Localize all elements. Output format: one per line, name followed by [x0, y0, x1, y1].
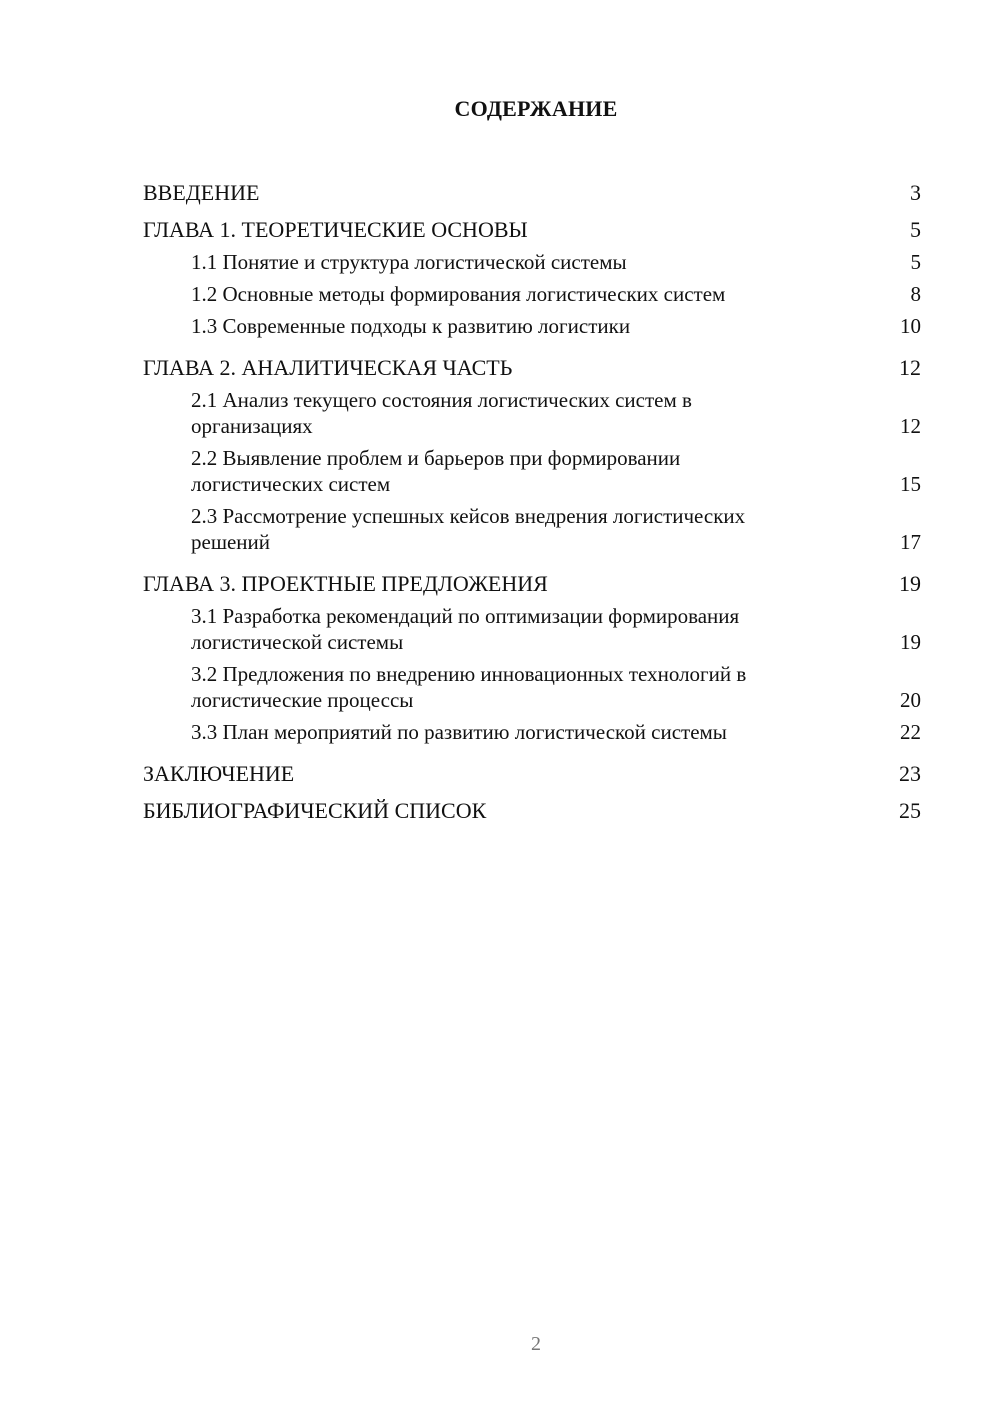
toc-entry-title: ГЛАВА 2. АНАЛИТИЧЕСКАЯ ЧАСТЬ — [143, 355, 513, 380]
toc-entry-section-1-2[interactable] — [143, 281, 921, 307]
toc-entry-page: 12 — [900, 414, 921, 438]
toc-entry-section-2-2[interactable] — [143, 445, 921, 497]
toc-entry-page: 5 — [910, 217, 921, 242]
toc-entry-page: 17 — [900, 530, 921, 554]
toc-entry-chapter-3[interactable] — [143, 561, 921, 598]
toc-entry-page: 25 — [899, 798, 921, 823]
toc-entry-page: 3 — [910, 180, 921, 205]
toc-entry-section-2-3[interactable] — [143, 503, 921, 555]
toc-entry-page: 20 — [900, 688, 921, 712]
toc-entry-title: 1.1 Понятие и структура логистической системы — [191, 250, 627, 274]
toc-entry-section-3-3[interactable] — [143, 719, 921, 745]
page-number: 2 — [531, 1333, 541, 1355]
toc-entry-title: 3.2 Предложения по внедрению инновационных технологий в логистические процессы — [191, 662, 747, 712]
toc-entry-page: 8 — [910, 282, 921, 306]
toc-entry-section-2-1[interactable] — [143, 387, 921, 439]
toc-entry-page: 10 — [900, 314, 921, 338]
table-of-contents — [143, 170, 921, 825]
toc-entry-title: 1.2 Основные методы формирования логистических систем — [191, 282, 726, 306]
toc-entry-conclusion[interactable] — [143, 751, 921, 788]
toc-entry-title: 1.3 Современные подходы к развитию логистики — [191, 314, 631, 338]
toc-entry-page: 15 — [900, 472, 921, 496]
toc-entry-bibliography[interactable] — [143, 788, 921, 825]
toc-entry-title: 3.3 План мероприятий по развитию логистической системы — [191, 720, 727, 744]
toc-entry-section-3-2[interactable] — [143, 661, 921, 713]
page-title: СОДЕРЖАНИЕ — [454, 96, 618, 121]
toc-entry-chapter-1[interactable] — [143, 207, 921, 244]
toc-entry-title: БИБЛИОГРАФИЧЕСКИЙ СПИСОК — [143, 798, 487, 823]
toc-entry-page: 23 — [899, 761, 921, 786]
toc-entry-title: 2.3 Рассмотрение успешных кейсов внедрения логистических решений — [191, 504, 746, 554]
toc-entry-title: ЗАКЛЮЧЕНИЕ — [143, 761, 295, 786]
toc-entry-title: 2.1 Анализ текущего состояния логистических систем в организациях — [191, 388, 692, 438]
toc-entry-section-3-1[interactable] — [143, 603, 921, 655]
toc-entry-page: 12 — [899, 355, 921, 380]
toc-entry-page: 19 — [900, 630, 921, 654]
toc-entry-page: 5 — [910, 250, 921, 274]
toc-entry-section-1-3[interactable] — [143, 313, 921, 339]
toc-entry-title: 3.1 Разработка рекомендаций по оптимизации формирования логистической системы — [191, 604, 740, 654]
toc-entry-title: ГЛАВА 3. ПРОЕКТНЫЕ ПРЕДЛОЖЕНИЯ — [143, 571, 548, 596]
toc-entry-page: 19 — [899, 571, 921, 596]
toc-entry-title: ВВЕДЕНИЕ — [143, 180, 260, 205]
toc-entry-page: 22 — [900, 720, 921, 744]
toc-entry-title: 2.2 Выявление проблем и барьеров при формировании логистических систем — [191, 446, 681, 496]
toc-entry-section-1-1[interactable] — [143, 249, 921, 275]
toc-entry-title: ГЛАВА 1. ТЕОРЕТИЧЕСКИЕ ОСНОВЫ — [143, 217, 528, 242]
toc-entry-chapter-2[interactable] — [143, 345, 921, 382]
toc-entry-introduction[interactable] — [143, 170, 921, 207]
